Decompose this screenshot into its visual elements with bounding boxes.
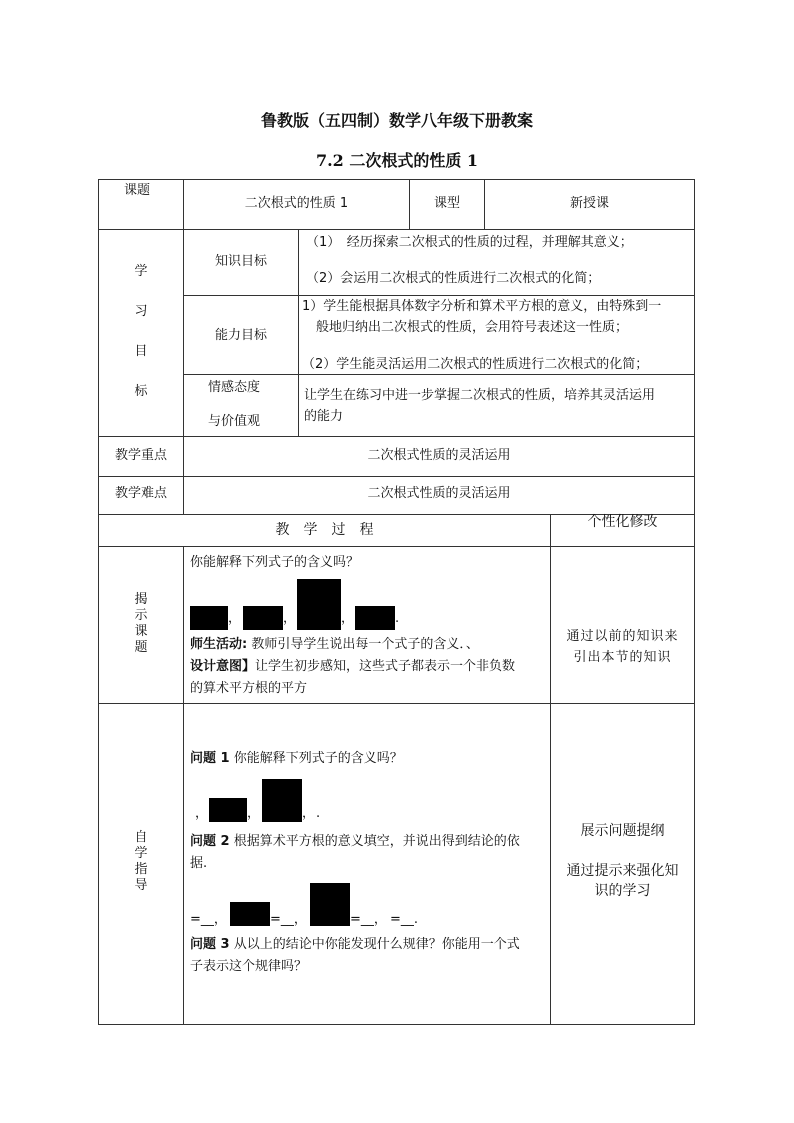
self-study-note-2-line1: 通过提示来强化知: [566, 863, 679, 879]
design-intent: 设计意图】让学生初步感知，这些式子都表示一个非负数: [190, 659, 516, 674]
knowledge-goal-label: 知识目标: [214, 254, 267, 269]
difficulty-value: 二次根式性质的灵活运用: [367, 486, 511, 501]
emotion-goal-line1: 让学生在练习中进一步掌握二次根式的性质，培养其灵活运用: [304, 388, 656, 403]
topic-label: 课题: [124, 183, 151, 198]
knowledge-goal-line1: （1） 经历探索二次根式的性质的过程，并理解其意义；: [306, 235, 633, 250]
question-3: 问题 3 从以上的结论中你能发现什么规律？你能用一个式: [190, 937, 520, 952]
emotion-goal-line2: 的能力: [304, 409, 344, 424]
formula-image: [355, 606, 395, 630]
formula-image: [310, 883, 350, 926]
intro-note-line2: 引出本节的知识: [573, 650, 672, 665]
page-title: 鲁教版（五四制）数学八年级下册教案: [260, 111, 533, 130]
emotion-goal-label-1: 情感态度: [208, 380, 261, 395]
topic-value: 二次根式的性质 1: [244, 196, 349, 211]
type-label: 课型: [433, 196, 460, 211]
difficulty-label: 教学难点: [114, 486, 167, 501]
intro-note-line1: 通过以前的知识来: [566, 629, 679, 644]
type-value: 新授课: [569, 196, 609, 211]
formula-image: [190, 606, 228, 630]
ability-goal-line2: 般地归纳出二次根式的性质，会用符号表述这一性质；: [316, 320, 629, 335]
formula-image: [209, 798, 247, 822]
design-intent-line2: 的算术平方根的平方: [190, 681, 308, 696]
ability-goal-line1: 1）学生能根据具体数字分析和算术平方根的意义，由特殊到一: [302, 299, 662, 314]
key-point-label: 教学重点: [114, 448, 167, 463]
self-study-note-1: 展示问题提纲: [580, 823, 665, 839]
formula-image: [230, 902, 270, 926]
process-header: 教 学 过 程: [275, 522, 374, 538]
ability-goal-line3: （2）学生能灵活运用二次根式的性质进行二次根式的化简；: [302, 357, 649, 372]
emotion-goal-label-2: 与价值观: [208, 414, 261, 429]
question-2: 问题 2 根据算术平方根的意义填空，并说出得到结论的依: [190, 834, 520, 849]
formula-image: [297, 579, 341, 630]
page-subtitle: 7.2 二次根式的性质 1: [315, 151, 479, 170]
ability-goal-label: 能力目标: [214, 328, 267, 343]
question-3-line2: 子表示这个规律吗？: [190, 959, 308, 974]
teacher-activity: 师生活动: 教师引导学生说出每一个式子的含义．、: [190, 637, 479, 652]
intro-question: 你能解释下列式子的含义吗？: [190, 555, 360, 570]
knowledge-goal-line2: （2）会运用二次根式的性质进行二次根式的化简；: [306, 271, 601, 286]
formula-image: [262, 779, 302, 822]
formula-image: [243, 606, 283, 630]
key-point-value: 二次根式性质的灵活运用: [367, 448, 511, 463]
question-2-line2: 据.: [190, 856, 208, 871]
self-study-note-2-line2: 识的学习: [594, 883, 651, 899]
question-1: 问题 1 你能解释下列式子的含义吗？: [190, 751, 403, 766]
personal-header: 个性化修改: [587, 514, 658, 530]
